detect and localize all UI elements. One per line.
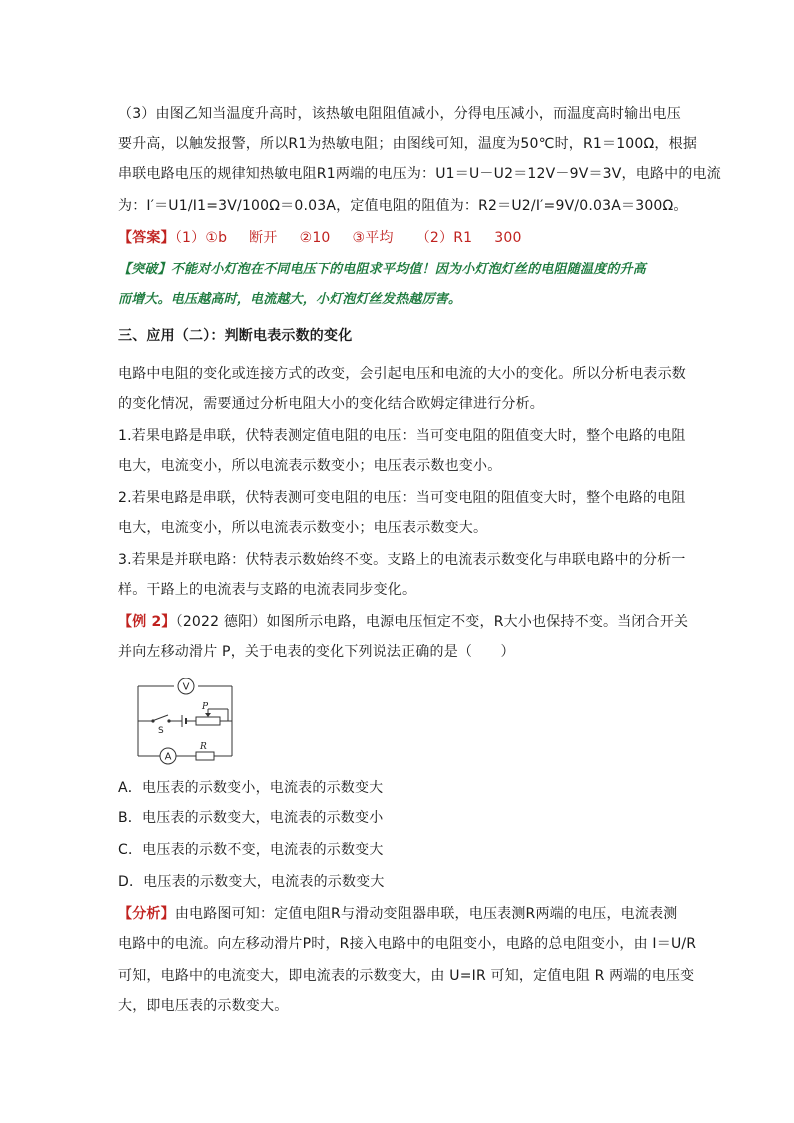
slider-arrow-icon	[205, 713, 211, 717]
analysis-line-4: 大，即电压表的示数变大。	[118, 998, 289, 1014]
answer-item-6: 300	[494, 230, 522, 246]
breakthrough-line-2: 而增大。电压越高时，电流越大，小灯泡灯丝发热越厉害。	[118, 292, 462, 307]
answer-item-3: ②10	[299, 230, 331, 246]
point-3-line-1: 3.若果是并联电路：伏特表示数始终不变。支路上的电流表示数变化与串联电路中的分析一	[118, 552, 686, 568]
svg-text:A: A	[164, 751, 172, 763]
point-2-line-2: 电大，电流变小，所以电流表示数变小；电压表示数变大。	[118, 520, 488, 536]
answer-item-2: 断开	[249, 230, 278, 246]
point-1-line-2: 电大，电流变小，所以电流表示数变小；电压表示数也变小。	[118, 458, 502, 474]
answer-line	[118, 228, 688, 248]
example-2-line-1	[118, 612, 688, 632]
analysis-line-1	[118, 904, 688, 924]
option-a: A．电压表的示数变小，电流表的示数变大	[118, 780, 384, 796]
answer-item-5: （2）R1	[415, 230, 473, 246]
slider-label: P	[202, 702, 209, 712]
voltmeter	[178, 678, 194, 694]
option-c: C．电压表的示数不变，电流表的示数变大	[118, 842, 384, 858]
example-2-line-2: 并向左移动滑片 P，关于电表的变化下列说法正确的是（ ）	[118, 644, 515, 660]
solution-line-4: 为：I′＝U1/I1=3V/100Ω＝0.03A，定值电阻的阻值为：R2＝U2/I′=9V/0.03A＝300Ω。	[118, 198, 688, 214]
answer-label: 【答案】	[118, 230, 175, 246]
analysis-line-2: 电路中的电流。向左移动滑片P时，R接入电路中的电阻变小，电路的总电阻变小，由 I＝U/R	[118, 936, 697, 952]
ammeter	[160, 748, 176, 764]
analysis-label: 【分析】	[118, 906, 175, 922]
intro-line-1: 电路中电阻的变化或连接方式的改变，会引起电压和电流的大小的变化。所以分析电表示数	[118, 366, 686, 382]
svg-text:V: V	[182, 681, 190, 693]
solution-line-1: （3）由图乙知当温度升高时，该热敏电阻阻值减小，分得电压减小，而温度高时输出电压	[118, 106, 681, 122]
answer-item-1: （1）①b	[174, 230, 228, 246]
section-heading: 三、应用（二）：判断电表示数的变化	[118, 328, 353, 344]
circuit-diagram	[130, 678, 248, 768]
point-3-line-2: 样。干路上的电流表与支路的电流表同步变化。	[118, 582, 417, 598]
intro-line-2: 的变化情况，需要通过分析电阻大小的变化结合欧姆定律进行分析。	[118, 396, 544, 412]
resistor-label: R	[200, 742, 207, 752]
example-2-label: 【例 2】	[118, 614, 176, 630]
point-2-line-1: 2.若果电路是串联，伏特表测可变电阻的电压：当可变电阻的阻值变大时，整个电路的电阻	[118, 490, 686, 506]
point-1-line-1: 1.若果电路是串联，伏特表测定值电阻的电压：当可变电阻的阻值变大时，整个电路的电阻	[118, 428, 686, 444]
analysis-text-1: 由电路图可知：定值电阻R与滑动变阻器串联，电压表测R两端的电压，电流表测	[174, 906, 678, 922]
breakthrough-line-1: 【突破】不能对小灯泡在不同电压下的电阻求平均值！因为小灯泡灯丝的电阻随温度的升高	[118, 262, 647, 277]
analysis-line-3: 可知，电路中的电流变大，即电流表的示数变大，由 U=IR 可知，定值电阻 R 两端的电压变	[118, 968, 695, 984]
option-d: D．电压表的示数变大，电流表的示数变大	[118, 874, 385, 890]
example-2-text-1: （2022 德阳）如图所示电路，电源电压恒定不变，R大小也保持不变。当闭合开关	[175, 614, 689, 630]
option-b: B．电压表的示数变大，电流表的示数变小	[118, 810, 384, 826]
solution-line-2: 要升高，以触发报警，所以R1为热敏电阻；由图线可知，温度为50℃时，R1＝100Ω，根据	[118, 136, 698, 152]
answer-item-4: ③平均	[352, 230, 394, 246]
switch-label: S	[158, 726, 164, 736]
solution-line-3: 串联电路电压的规律知热敏电阻R1两端的电压为：U1＝U－U2＝12V－9V＝3V，电路中的电流	[118, 166, 721, 182]
